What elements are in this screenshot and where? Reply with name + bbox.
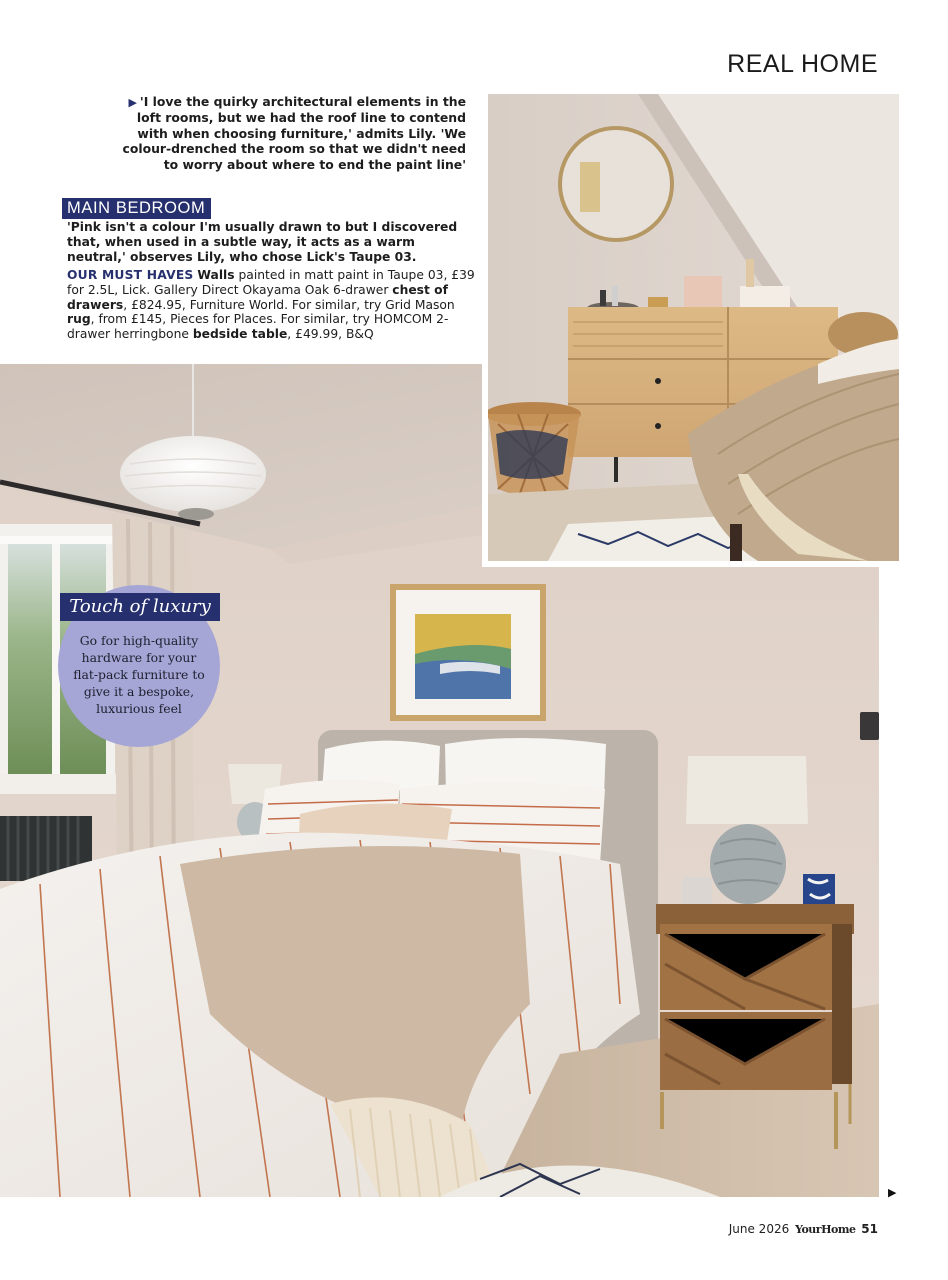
pull-quote: [120, 94, 466, 172]
rug-text: , from £145, Pieces for Places. For similar, try HOMCOM 2-drawer herringbone: [67, 312, 449, 342]
next-page-arrow-icon: ▶: [888, 1186, 897, 1199]
quote-arrow-icon: ▶: [128, 96, 137, 109]
pull-quote-text: 'I love the quirky architectural elements in the loft rooms, but we had the roof line to contend with when choosing furniture,' admits Lily. 'We colour-drenched the room so that we didn't need to worry about where to end the paint line': [122, 94, 466, 172]
table-label: bedside table: [192, 327, 288, 342]
must-haves-lead: OUR MUST HAVES: [67, 268, 194, 282]
tip-text: Go for high-quality hardware for your flat-pack furniture to give it a bespoke, luxurious feel: [73, 633, 205, 716]
table-text: , £49.99, B&Q: [287, 327, 374, 342]
page-footer: [729, 1222, 878, 1236]
photo-border: [482, 561, 899, 567]
must-haves-list: [67, 268, 477, 342]
dresser-photo: [488, 94, 899, 561]
section-label: REAL HOME: [727, 50, 878, 78]
issue-date: June 2026: [728, 1222, 790, 1236]
photo-border: [482, 94, 488, 567]
chest-label: chest of drawers: [67, 282, 448, 312]
magazine-name: YourHome: [795, 1223, 856, 1236]
tip-title: Touch of luxury: [60, 593, 220, 621]
page-number: 51: [861, 1222, 878, 1236]
room-heading: MAIN BEDROOM: [62, 198, 211, 219]
walls-text: painted in matt paint in Taupe 03, £39 for 2.5L, Lick. Gallery Direct Okayama Oak 6-drawer: [67, 268, 475, 297]
room-intro: 'Pink isn't a colour I'm usually drawn to but I discovered that, when used in a subtle way, it acts as a warm neutral,' observes Lily, who chose Lick's Taupe 03.: [67, 220, 458, 264]
chest-text: , £824.95, Furniture World. For similar, try Grid Mason: [123, 297, 455, 312]
walls-label: Walls: [197, 268, 235, 282]
rug-label: rug: [67, 312, 91, 327]
